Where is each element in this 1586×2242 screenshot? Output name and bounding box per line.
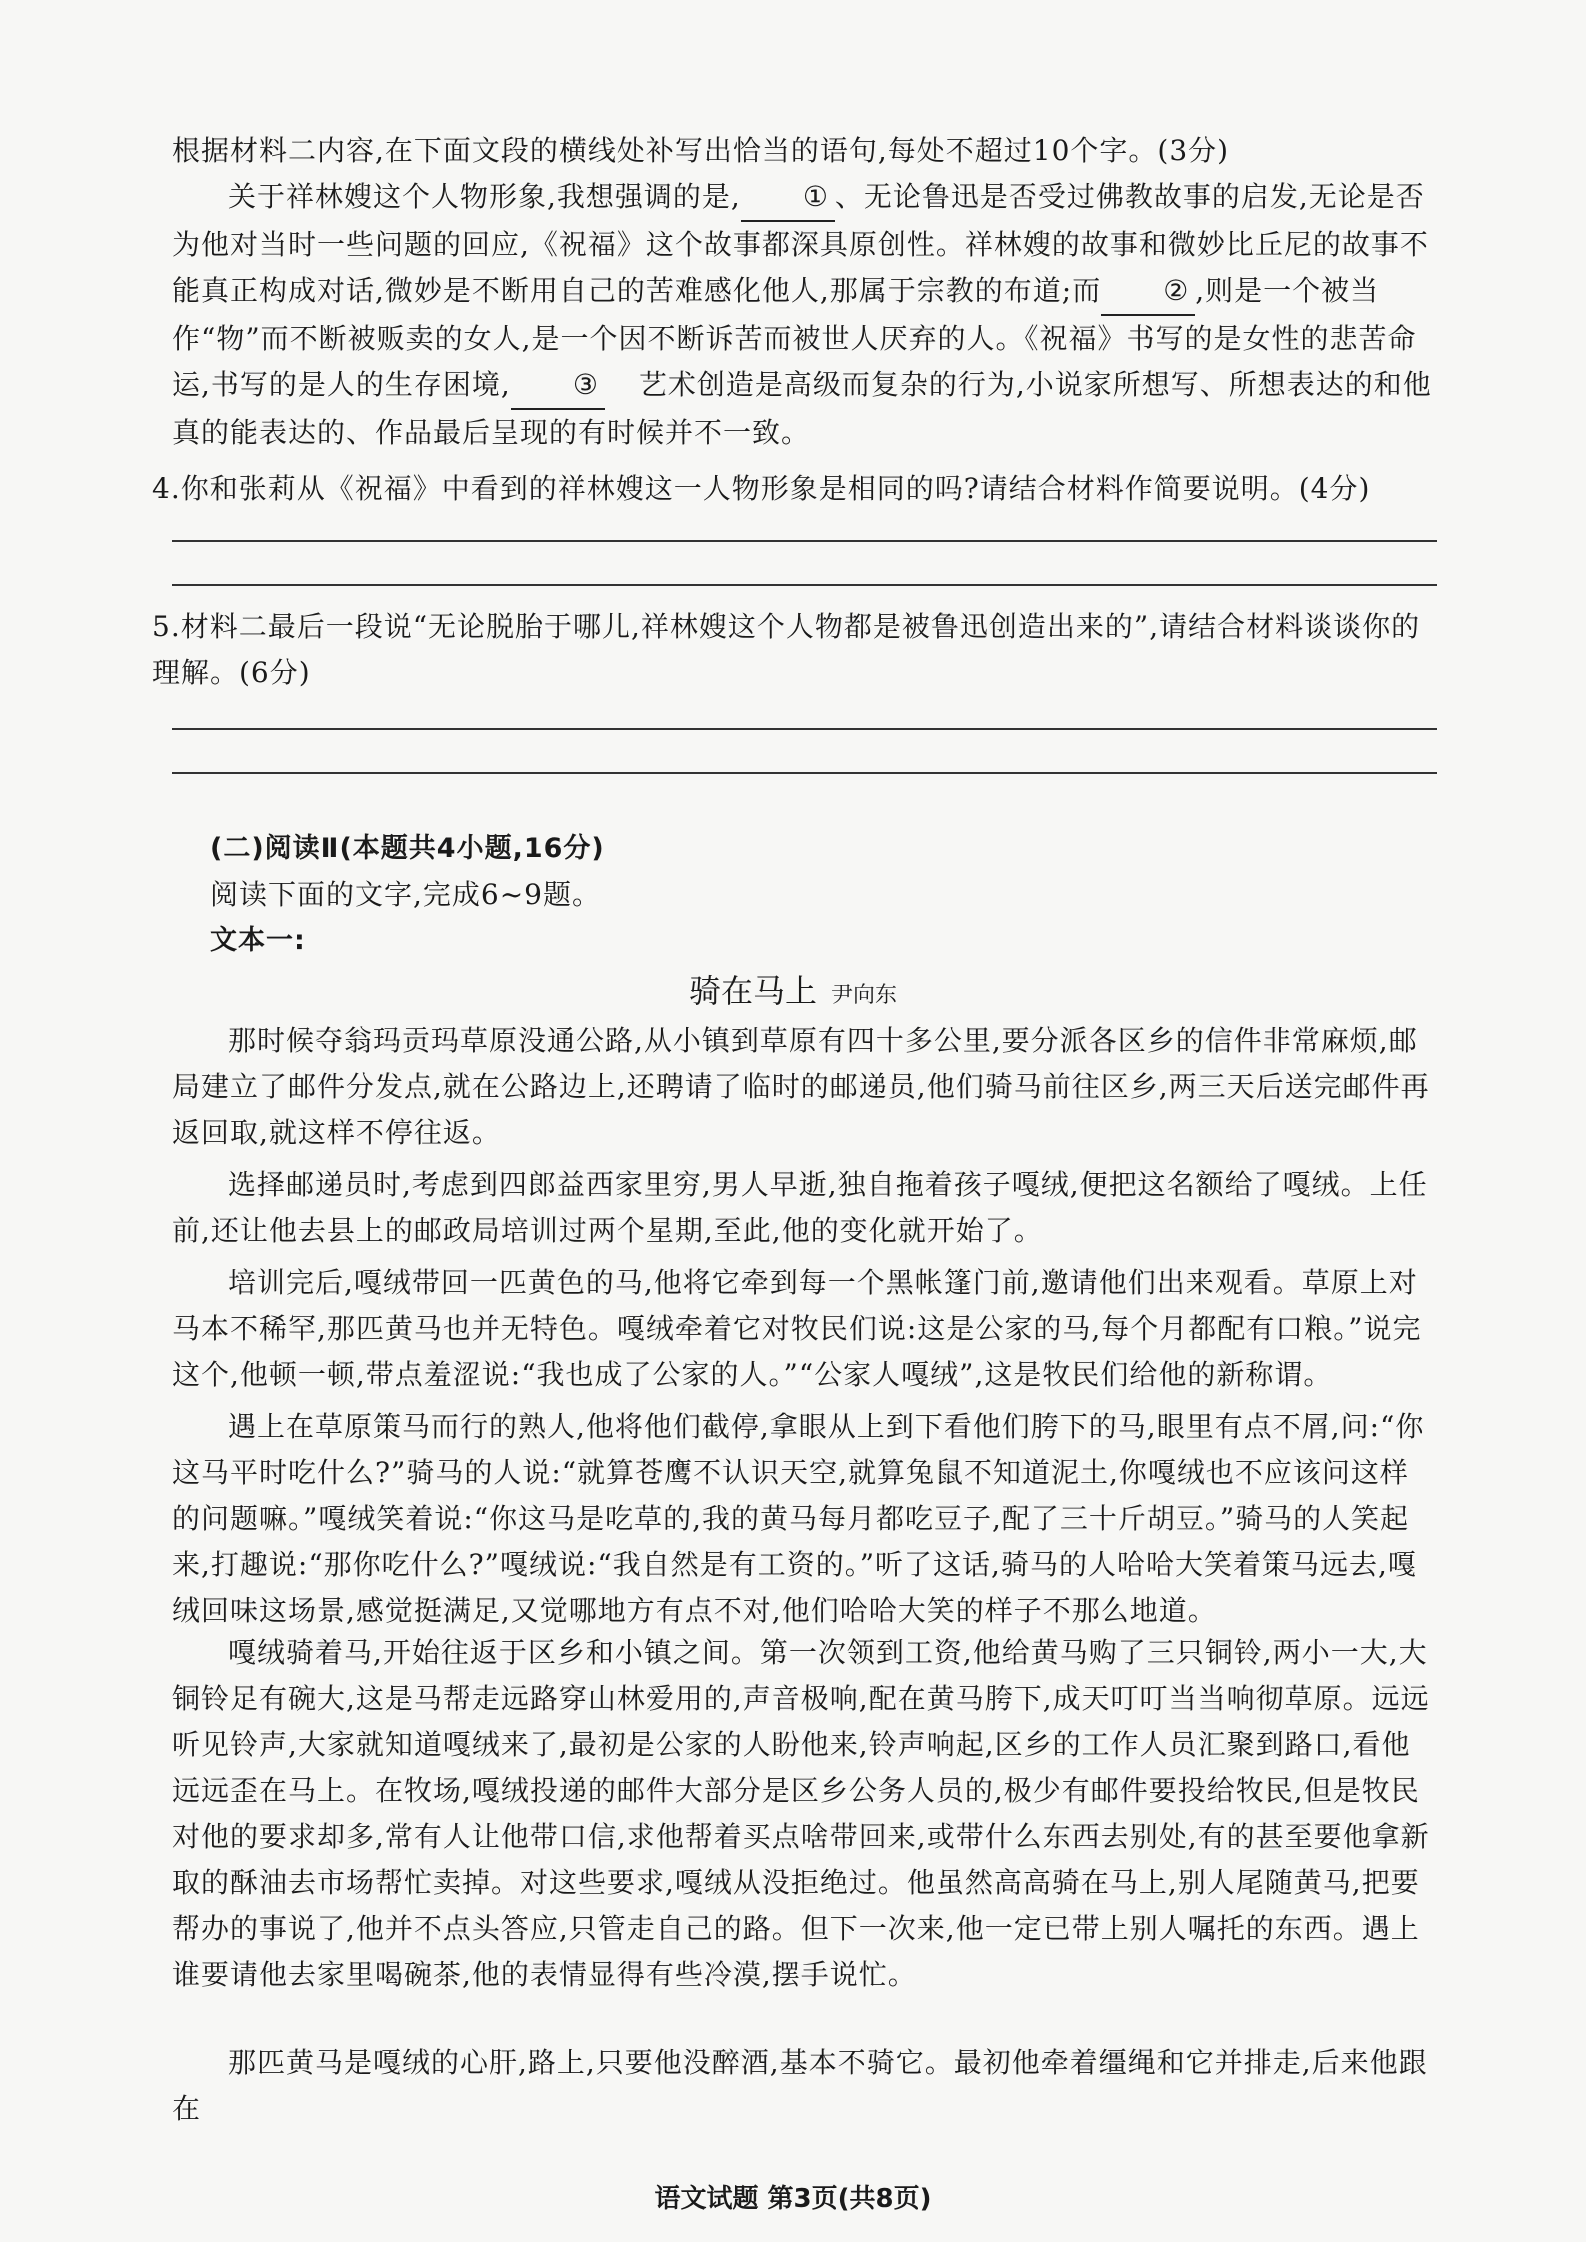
story-paragraph: 培训完后,嘎绒带回一匹黄色的马,他将它牵到每一个黑帐篷门前,邀请他们出来观看。草原上对马本不稀罕,那匹黄马也并无特色。嘎绒牵着它对牧民们说:这是公家的马,每个月都配有口粮。”说完这个,他顿一顿,带点羞涩说:“我也成了公家的人。”“公家人嘎绒”,这是牧民们给他的新称谓。: [172, 1266, 1422, 1391]
q3-text-a: 关于祥林嫂这个人物形象,我想强调的是,: [228, 180, 741, 213]
story-paragraph: 那时候夺翁玛贡玛草原没通公路,从小镇到草原有四十多公里,要分派各区乡的信件非常麻烦,邮局建立了邮件分发点,就在公路边上,还聘请了临时的邮递员,他们骑马前往区乡,两三天后送完邮件再返回取,就这样不停往返。: [172, 1024, 1430, 1149]
story-paragraph: 选择邮递员时,考虑到四郎益西家里穷,男人早逝,独自拖着孩子嘎绒,便把这名额给了嘎绒。上任前,还让他去县上的邮政局培训过两个星期,至此,他的变化就开始了。: [172, 1168, 1428, 1247]
story-paragraph: 那匹黄马是嘎绒的心肝,路上,只要他没醉酒,基本不骑它。最初他牵着缰绳和它并排走,后来他跟在: [172, 2046, 1428, 2125]
q5-answer-line-2[interactable]: [172, 772, 1437, 774]
story-title-line: [0, 968, 1586, 1019]
q3-text-c: ,则是一个被当作“物”而不断被贩卖的女人,是一个因不断诉苦而被世人厌弃的人。《祝福》书写的是女性的悲苦命运,书写的是人的生存困境,: [172, 274, 1417, 401]
text-one-label: 文本一:: [210, 925, 306, 956]
q3-instruction: 根据材料二内容,在下面文段的横线处补写出恰当的语句,每处不超过10个字。(3分): [172, 134, 1230, 167]
q5-answer-line-1[interactable]: [172, 728, 1437, 730]
q3-blank-2[interactable]: ②: [1101, 268, 1195, 316]
story-author: 尹向东: [831, 983, 898, 1008]
q4-answer-line-2[interactable]: [172, 584, 1437, 586]
q3-passage: [172, 174, 1437, 456]
q4-question: 4.你和张莉从《祝福》中看到的祥林嫂这一人物形象是相同的吗?请结合材料作简要说明。(4分): [152, 472, 1371, 505]
section-instruction: 阅读下面的文字,完成6~9题。: [210, 878, 601, 911]
story-paragraph: 嘎绒骑着马,开始往返于区乡和小镇之间。第一次领到工资,他给黄马购了三只铜铃,两小一大,大铜铃足有碗大,这是马帮走远路穿山林爱用的,声音极响,配在黄马胯下,成天叮叮当当响彻草原。远远听见铃声,大家就知道嘎绒来了,最初是公家的人盼他来,铃声响起,区乡的工作人员汇聚到路口,看他远远歪在马上。在牧场,嘎绒投递的邮件大部分是区乡公务人员的,极少有邮件要投给牧民,但是牧民对他的要求却多,常有人让他带口信,求他帮着买点啥带回来,或带什么东西去别处,有的甚至要他拿新取的酥油去市场帮忙卖掉。对这些要求,嘎绒从没拒绝过。他虽然高高骑在马上,别人尾随黄马,把要帮办的事说了,他并不点头答应,只管走自己的路。但下一次来,他一定已带上别人嘱托的东西。遇上谁要请他去家里喝碗茶,他的表情显得有些冷漠,摆手说忙。: [172, 1636, 1430, 1991]
q3-text-d: 艺术创造是高级而复杂的行为,小说家所想写、所想表达的和他真的能表达的、作品最后呈现的有时候并不一致。: [172, 368, 1432, 449]
page-footer: 语文试题 第3页(共8页): [654, 2184, 932, 2214]
q3-blank-1[interactable]: ①: [741, 174, 835, 222]
story-paragraph: 遇上在草原策马而行的熟人,他将他们截停,拿眼从上到下看他们胯下的马,眼里有点不屑,问:“你这马平时吃什么?”骑马的人说:“就算苍鹰不认识天空,就算兔鼠不知道泥土,你嘎绒也不应该问这样的问题嘛。”嘎绒笑着说:“你这马是吃草的,我的黄马每月都吃豆子,配了三十斤胡豆。”骑马的人笑起来,打趣说:“那你吃什么?”嘎绒说:“我自然是有工资的。”听了这话,骑马的人哈哈大笑着策马远去,嘎绒回味这场景,感觉挺满足,又觉哪地方有点不对,他们哈哈大笑的样子不那么地道。: [172, 1410, 1425, 1627]
story-title: 骑在马上: [688, 972, 817, 1010]
q4-answer-line-1[interactable]: [172, 540, 1437, 542]
q3-blank-3[interactable]: ③: [511, 362, 605, 410]
q3-text-b: 、无论鲁迅是否受过佛教故事的启发,无论是否为他对当时一些问题的回应,《祝福》这个故事都深具原创性。祥林嫂的故事和微妙比丘尼的故事不能真正构成对话,微妙是不断用自己的苦难感化他人,那属于宗教的布道;而: [172, 180, 1429, 307]
q5-question: 5.材料二最后一段说“无论脱胎于哪儿,祥林嫂这个人物都是被鲁迅创造出来的”,请结合材料谈谈你的理解。(6分): [152, 610, 1421, 689]
section-heading: (二)阅读Ⅱ(本题共4小题,16分): [210, 833, 605, 864]
